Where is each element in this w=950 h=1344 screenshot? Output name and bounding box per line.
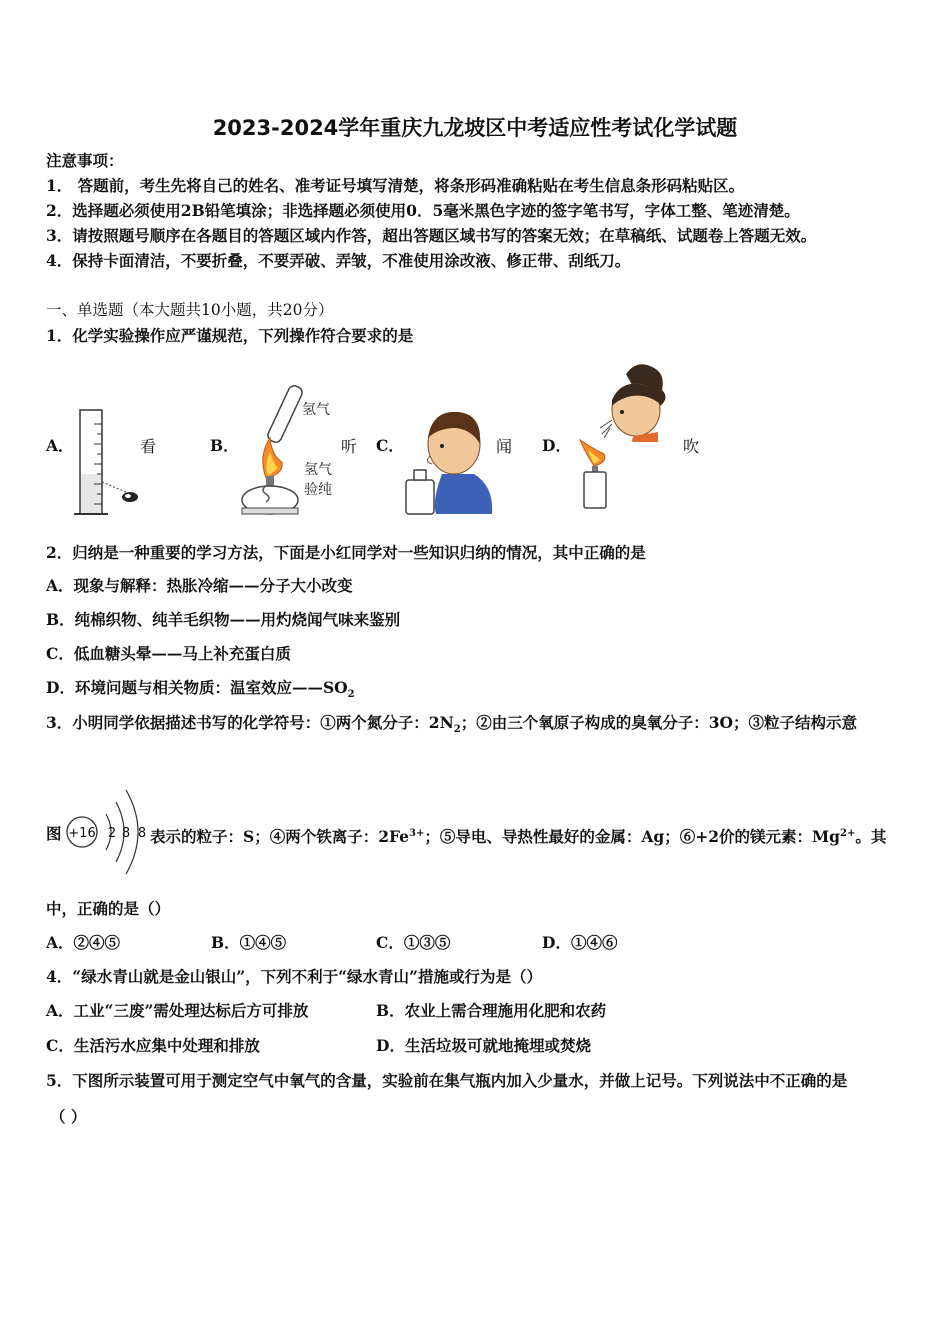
page-title: 2023-2024学年重庆九龙坡区中考适应性考试化学试题 [212,116,738,140]
shell-1-electrons: 2 [107,826,117,841]
q3-line1-b: ；②由三个氧原子构成的臭氧分子：3O；③粒子结构示意 [460,713,858,732]
q3-option-c: C．①③⑤ [376,933,451,952]
graduated-cylinder-figure [70,404,150,519]
question-3-line2 [150,824,886,847]
q2-option-a: A．现象与解释：热胀冷缩——分子大小改变 [46,576,353,595]
q3-line2-a: 表示的粒子：S；④两个铁离子：2Fe [150,827,409,847]
q1-option-c-caption: 闻 [496,437,513,456]
b-label-top: 氢气 [302,402,330,418]
superscript: 3+ [409,828,425,839]
question-2-stem: 2．归纳是一种重要的学习方法，下面是小红同学对一些知识归纳的情况，其中正确的是 [46,543,646,562]
question-5-stem: 5．下图所示装置可用于测定空气中氧气的含量，实验前在集气瓶内加入少量水，并做上记号。下列说法中不正确的是 [46,1071,848,1090]
alcohol-lamp-test-tube-figure [236,378,346,518]
notice-item: 4．保持卡面清洁，不要折叠，不要弄破、弄皱，不准使用涂改液、修正带、刮纸刀。 [46,251,631,270]
notice-heading: 注意事项： [46,151,124,170]
b-label-bottom2: 验纯 [304,482,332,498]
q3-line1-a: 3．小明同学依据描述书写的化学符号：①两个氮分子：2N [46,713,454,732]
subscript: 2 [347,689,355,701]
shell-3-electrons: 8 [137,826,147,841]
question-1-stem: 1．化学实验操作应严谨规范，下列操作符合要求的是 [46,326,414,345]
subscript: 2 [453,724,461,736]
question-5-answer-paren: （ ） [50,1107,87,1126]
q3-line2-c: 。其 [855,827,887,847]
q4-option-c: C．生活污水应集中处理和排放 [46,1036,260,1055]
q1-option-a-label: A． [46,436,74,455]
q3-option-d: D．①④⑥ [542,933,618,952]
section-heading: 一、单选题（本大题共10小题，共20分） [46,301,334,319]
q2-option-d [46,678,355,705]
nucleus-charge: +16 [68,826,96,841]
q4-option-b: B．农业上需合理施用化肥和农药 [376,1001,607,1020]
q2-option-d-text: D．环境问题与相关物质：温室效应——SO [46,678,348,697]
q2-option-b: B．纯棉织物、纯羊毛织物——用灼烧闻气味来鉴别 [46,610,401,629]
q1-option-b-caption: 听 [341,437,358,456]
q1-option-a-caption: 看 [140,437,157,456]
notice-item: 3．请按照题号顺序在各题目的答题区域内作答，超出答题区域书写的答案无效；在草稿纸、试题卷上答题无效。 [46,226,817,245]
q4-option-a: A．工业“三废”需处理达标后方可排放 [46,1001,309,1020]
q3-line2-b: ；⑤导电、导热性最好的金属：Ag；⑥+2价的镁元素：Mg [424,827,840,847]
q1-option-c-label: C． [376,436,404,455]
q4-option-d: D．生活垃圾可就地掩埋或焚烧 [376,1036,591,1055]
shell-2-electrons: 8 [121,826,131,841]
question-3-line1 [46,713,857,740]
b-label-bottom1: 氢气 [304,462,332,478]
q3-option-b: B．①④⑤ [211,933,287,952]
q3-line3: 中，正确的是（） [46,899,171,918]
atom-structure-diagram [64,782,150,882]
superscript: 2+ [839,828,856,839]
q2-option-c: C．低血糖头晕——马上补充蛋白质 [46,644,291,663]
q1-option-d-caption: 吹 [683,437,700,456]
q3-line2-pre: 图 [46,824,62,843]
q3-option-a: A．②④⑤ [46,933,121,952]
notice-item: 1． 答题前，考生先将自己的姓名、准考证号填写清楚，将条形码准确粘贴在考生信息条形码粘贴区。 [46,176,745,195]
q1-option-b-label: B． [210,436,239,455]
question-4-stem: 4．“绿水青山就是金山银山”，下列不利于“绿水青山”措施或行为是（） [46,967,542,986]
notice-item: 2．选择题必须使用2B铅笔填涂；非选择题必须使用0．5毫米黑色字迹的签字笔书写，字体工整、笔迹清楚。 [46,201,800,220]
girl-blowing-lamp-figure [574,358,674,510]
q1-option-d-label: D． [542,436,571,455]
boy-smelling-bottle-figure [402,404,494,516]
